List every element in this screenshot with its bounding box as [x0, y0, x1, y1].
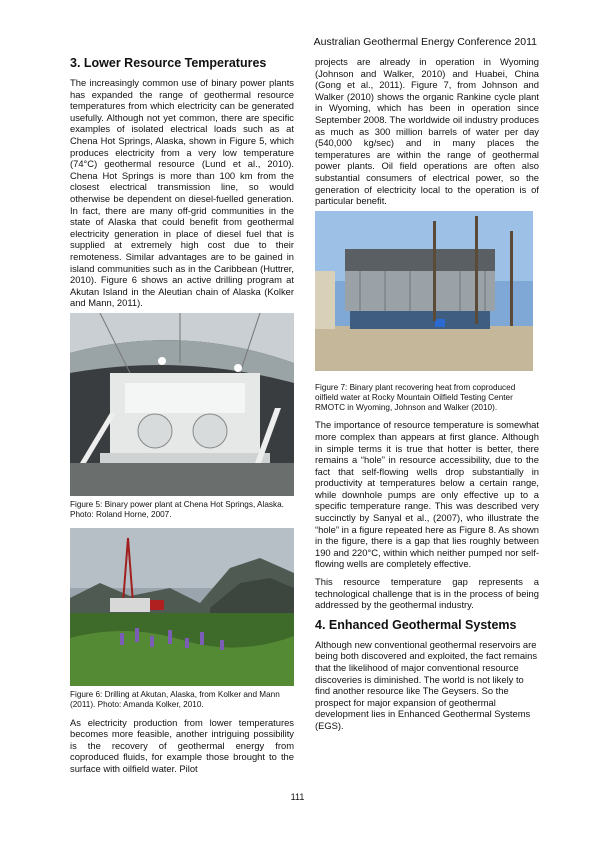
- right-paragraph-1: projects are already in operation in Wyoming (Johnson and Walker, 2010) and Huabei, China (Gong et al., 2011). Figure 7, from Johnson and Walker (2010) shows the organic Rankine cycle plant in Wyoming, which has been in operation since September 2008. The worldwide oil industry produces as much as 300 million barrels of water per day (540,000 kg/sec) and in many places the temperatures are within the range of geothermal power plants. Oil field operations are often also substantial consumers of electrical power, so the generation of electricity local to the operation is of particular benefit.: [315, 56, 539, 207]
- running-header: Australian Geothermal Energy Conference 2011: [313, 36, 537, 48]
- page-number: 111: [290, 792, 305, 802]
- section-4-paragraph-1: Although new conventional geothermal reservoirs are being both discovered and exploited, the fact remains that the likelihood of major conventional resource discoveries is diminished. The world is not likely to find another resource like The Geysers. So the prospect for major expansion of geothermal development lies in Enhanced Geothermal Systems (EGS).: [315, 638, 538, 731]
- figure-6-caption: Figure 6: Drilling at Akutan, Alaska, from Kolker and Mann (2011). Photo: Amanda Kolker, 2010.: [70, 690, 280, 710]
- figure-7-photo: [315, 211, 533, 371]
- right-paragraph-2: The importance of resource temperature is somewhat more complex than appears at first glance. Although in simple terms it is true that hotter is better, there remains a “hole” in resource accessibility, due to the fact that self-flowing wells drop substantially in productivity at temperatures below a certain range, while downhole pumps are only effective up to a specific temperature range. This was described very succinctly by Sanyal et al., (2007), who illustrate the “hole” in a figure repeated here as Figure 8. As shown in the figure, there is a gap that lies roughly between 190 and 220°C, within which neither pumped nor self-flowing wells are completely effective.: [315, 419, 539, 570]
- figure-5-caption: Figure 5: Binary power plant at Chena Hot Springs, Alaska. Photo: Roland Horne, 2007.: [70, 499, 284, 520]
- section-4-heading: 4. Enhanced Geothermal Systems: [315, 617, 517, 632]
- section-3-heading: 3. Lower Resource Temperatures: [70, 56, 267, 70]
- section-3-paragraph-1: The increasingly common use of binary power plants has expanded the range of geothermal resource temperatures from which electricity can be generated usefully. Although not yet common, there are specific examples of isolated electrical loads such as at Chena Hot Springs, Alaska, shown in Figure 5, which produces electricity from a very low temperature (74°C) geothermal resource (Lund et al., 2010). Chena Hot Springs is more than 100 km from the closest electrical transmission line, so would otherwise be dependent on diesel-fuelled generation. In fact, there are many off-grid communities in the state of Alaska that could benefit from geothermal electricity generation in place of diesel fuel that is supplied at extremely high cost due to their remoteness. Similar advantages are to be gained in island communities such as in the Caribbean (Huttrer, 2010). Figure 6 shows an active drilling program at Akutan Island in the Aleutian chain of Alaska (Kolker and Mann, 2011).: [70, 77, 294, 309]
- right-paragraph-3: This resource temperature gap represents a technological challenge that is in the process of being addressed by the geothermal industry.: [315, 576, 539, 611]
- figure-7-caption: Figure 7: Binary plant recovering heat from coproduced oilfield water at Rocky Mountain Oilfield Testing Center RMOTC in Wyoming, Johnson and Walker (2010).: [315, 382, 516, 413]
- left-column: [70, 56, 294, 775]
- figure-6-photo: [70, 528, 294, 686]
- section-3-paragraph-2: As electricity production from lower temperatures becomes more feasible, another intriguing possibility is the recovery of geothermal energy from coproduced fluids, for example those brought to the surface with oilfield water. Pilot: [70, 716, 294, 775]
- right-column: [315, 56, 539, 732]
- figure-5-photo: [70, 313, 294, 496]
